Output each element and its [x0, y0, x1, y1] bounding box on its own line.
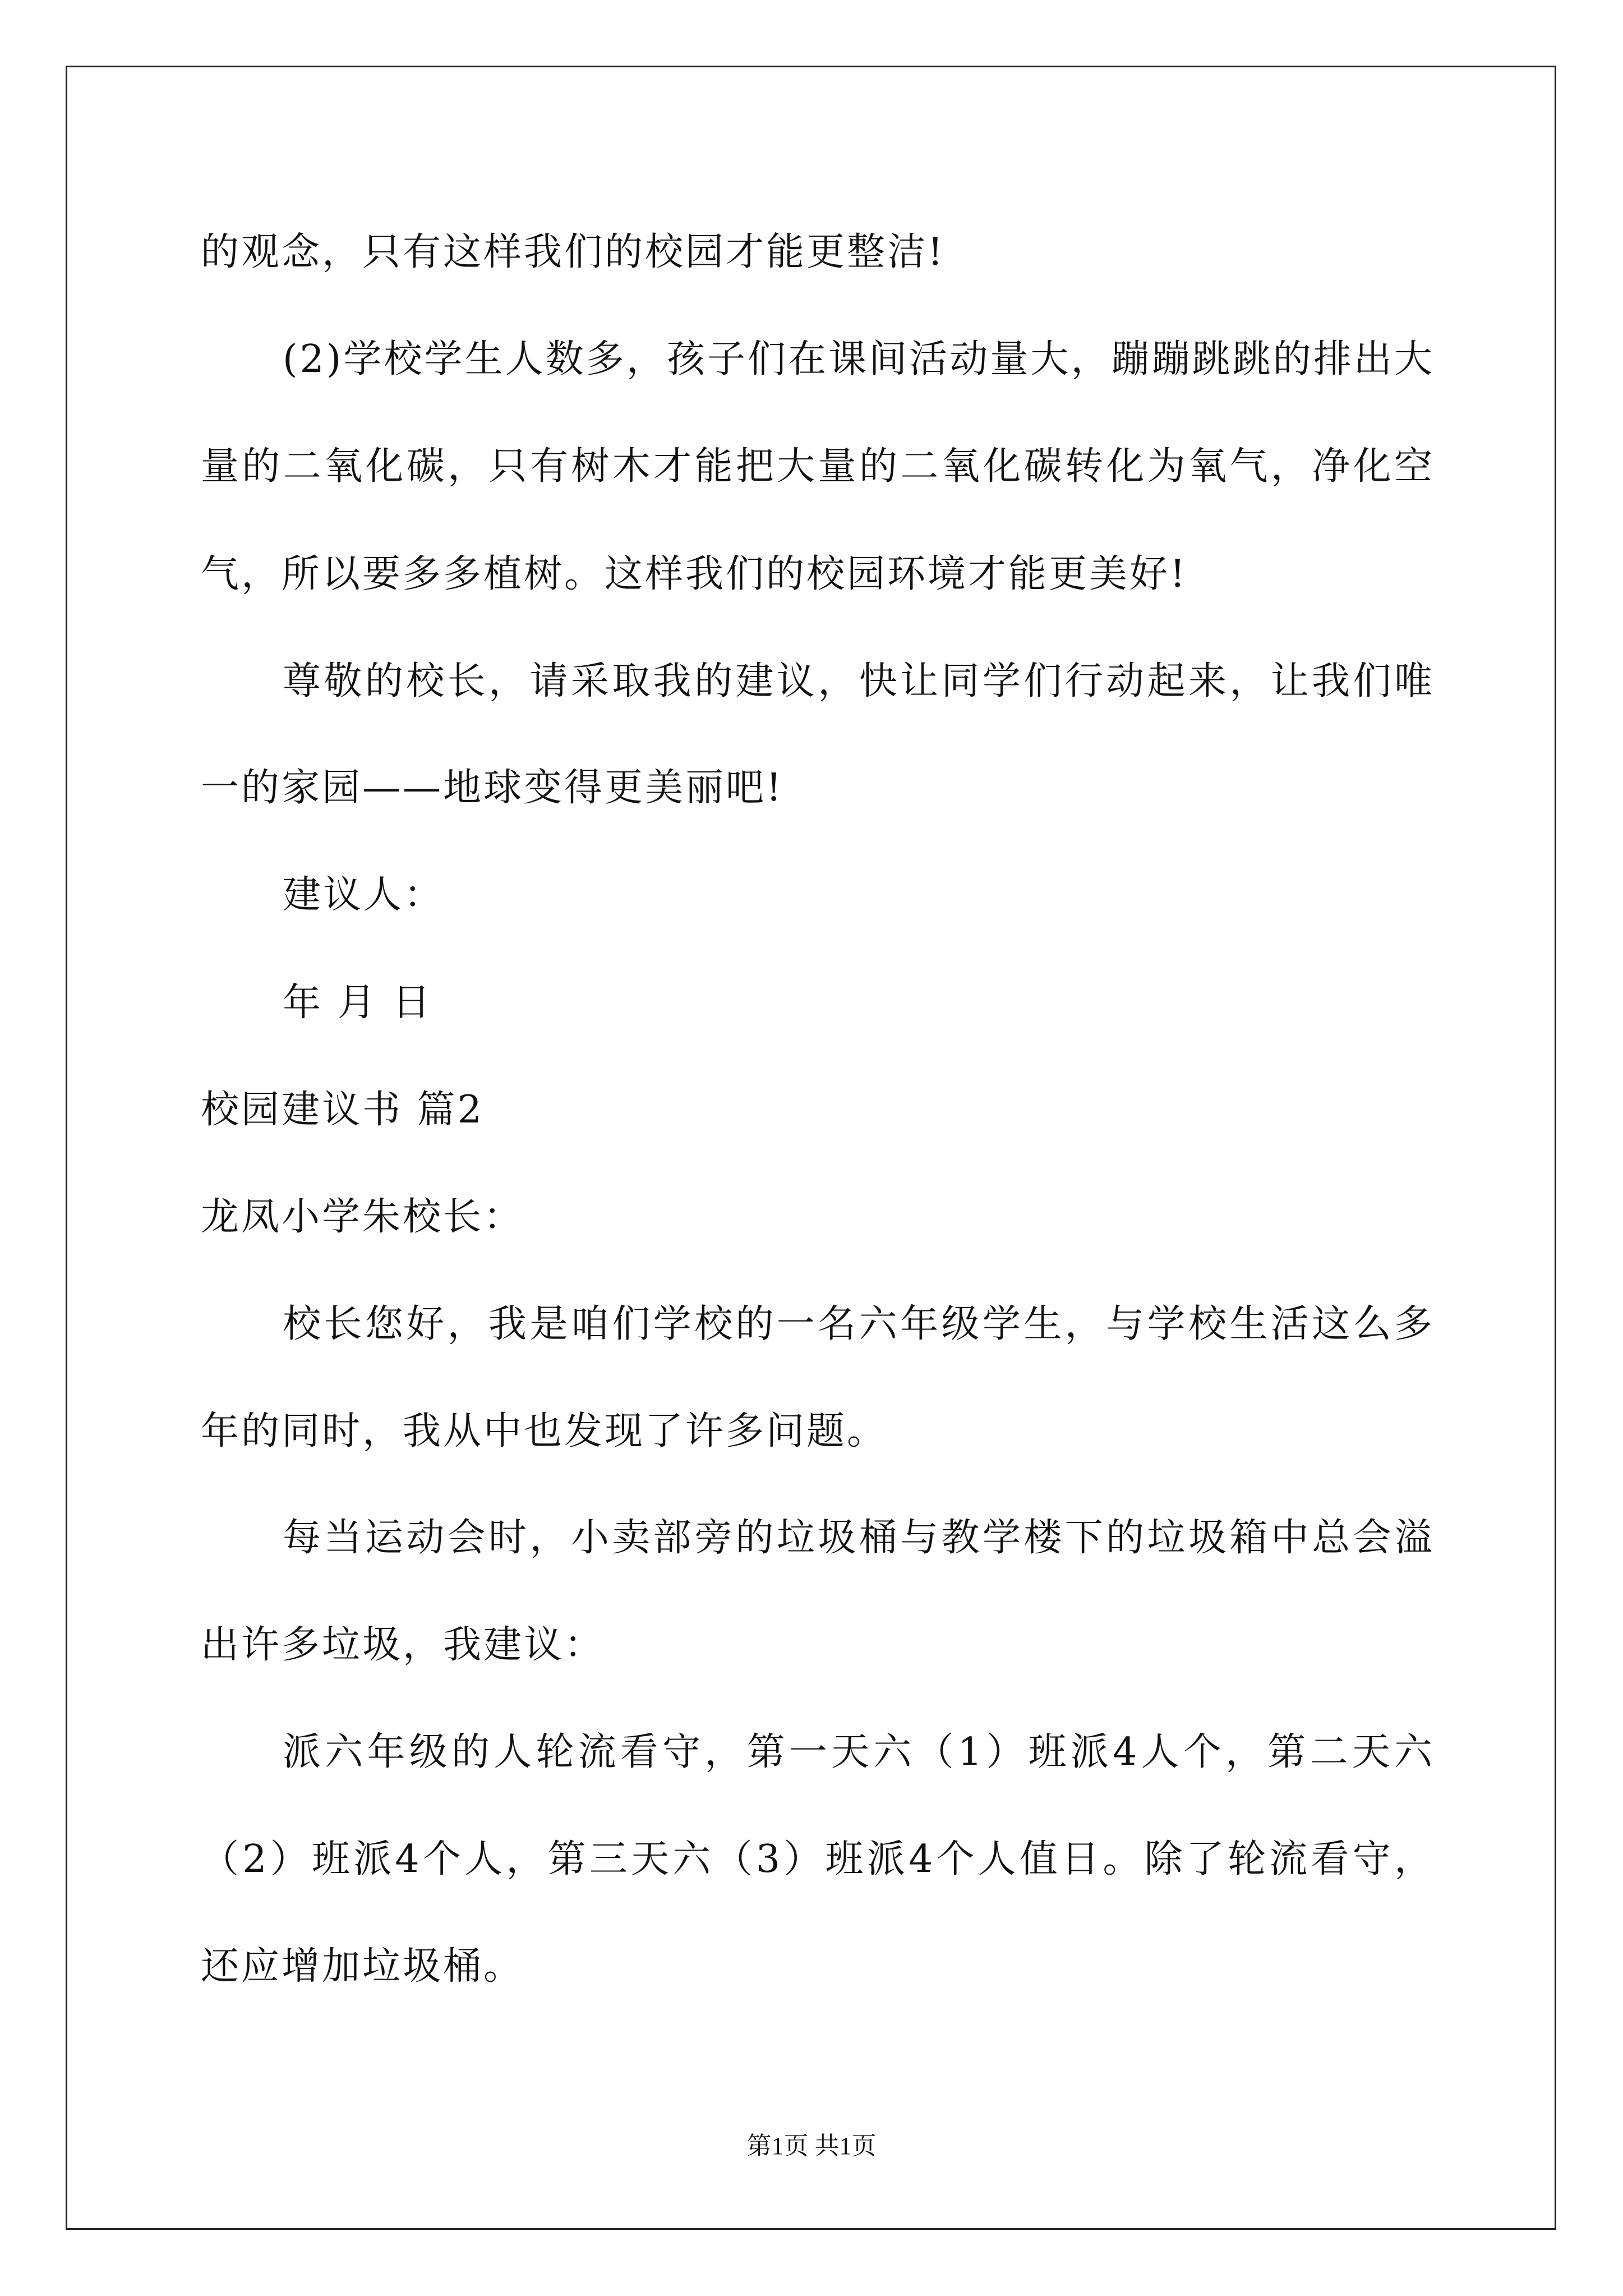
date-line: 年 月 日	[283, 981, 433, 1025]
section-heading: 校园建议书 篇2	[201, 1088, 484, 1132]
paragraph-line: （2）班派4个人，第三天六（3）班派4个人值日。除了轮流看守，	[201, 1837, 1435, 1881]
paragraph-line: 还应增加垃圾桶。	[201, 1944, 524, 1989]
paragraph-line: 尊敬的校长，请采取我的建议，快让同学们行动起来，让我们唯	[283, 659, 1435, 703]
paragraph-line: 每当运动会时，小卖部旁的垃圾桶与教学楼下的垃圾箱中总会溢	[283, 1516, 1435, 1560]
paragraph-line: 年的同时，我从中也发现了许多问题。	[201, 1409, 888, 1453]
signer-label: 建议人：	[283, 873, 445, 917]
paragraph-line: (2)学校学生人数多，孩子们在课间活动量大，蹦蹦跳跳的排出大	[283, 337, 1435, 381]
paragraph-line: 一的家园——地球变得更美丽吧!	[201, 766, 784, 810]
paragraph-line: 的观念，只有这样我们的校园才能更整洁!	[201, 230, 946, 274]
paragraph-line: 校长您好，我是咱们学校的一名六年级学生，与学校生活这么多	[283, 1302, 1435, 1346]
paragraph-line: 量的二氧化碳，只有树木才能把大量的二氧化碳转化为氧气，净化空	[201, 444, 1435, 489]
page-footer: 第1页 共1页	[746, 2132, 877, 2160]
paragraph-line: 出许多垃圾，我建议：	[201, 1623, 605, 1667]
paragraph-line: 气，所以要多多植树。这样我们的校园环境才能更美好!	[201, 552, 1188, 596]
salutation: 龙凤小学朱校长：	[201, 1195, 524, 1239]
paragraph-line: 派六年级的人轮流看守，第一天六（1）班派4人个，第二天六	[283, 1730, 1435, 1774]
page-border	[66, 66, 1556, 2230]
